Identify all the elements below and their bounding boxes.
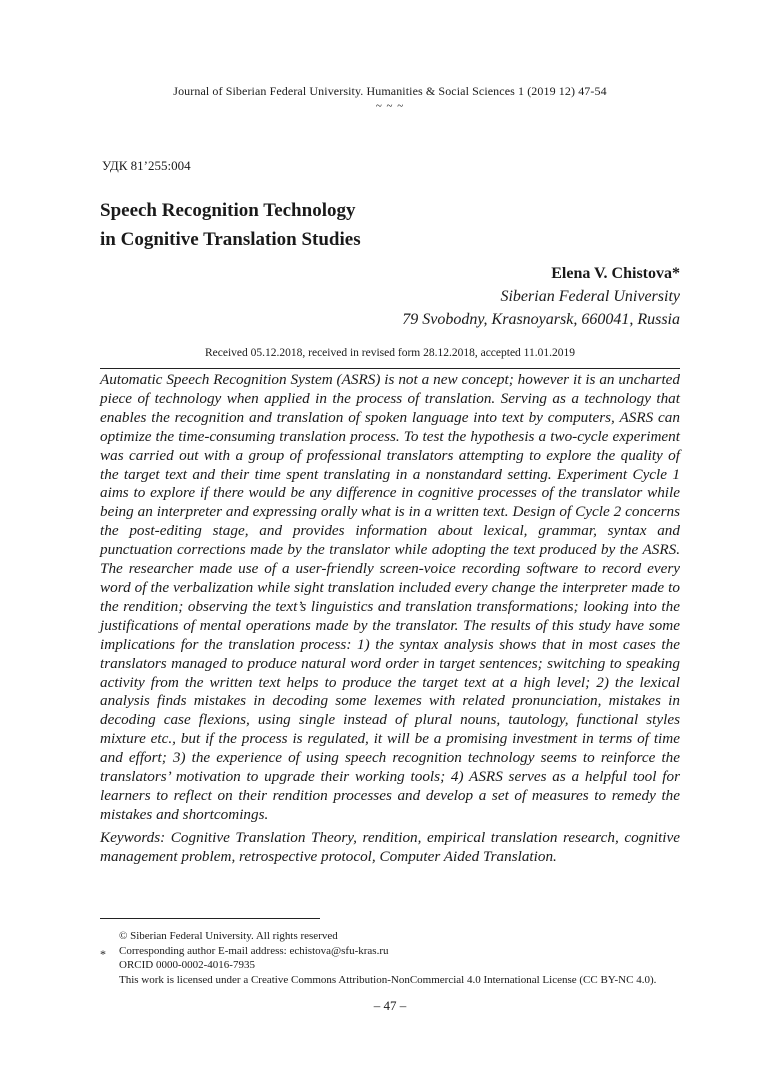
asterisk-mark: * xyxy=(100,946,106,961)
license-note: This work is licensed under a Creative Commons Attribution-NonCommercial 4.0 International License (CC BY-NC 4.0). xyxy=(119,973,657,986)
abstract-divider xyxy=(100,368,680,369)
received-dates: Received 05.12.2018, received in revised form 28.12.2018, accepted 11.01.2019 xyxy=(204,347,576,359)
article-title xyxy=(100,196,660,254)
udk-code: УДК 81’255:004 xyxy=(102,158,191,173)
title-line-1: Speech Recognition Technology xyxy=(100,200,356,221)
footnote-divider xyxy=(100,918,320,919)
keywords: Keywords: Cognitive Translation Theory, rendition, empirical translation research, cognitive management problem, retrospective protocol, Computer Aided Translation. xyxy=(100,829,680,865)
header-ornament: ~ ~ ~ xyxy=(375,100,405,112)
author-affiliation: Siberian Federal University xyxy=(500,288,680,305)
orcid-note: ORCID 0000-0002-4016-7935 xyxy=(119,959,255,971)
journal-header: Journal of Siberian Federal University. Humanities & Social Sciences 1 (2019 12) 47-54 xyxy=(173,84,607,98)
author-block xyxy=(180,262,680,331)
title-line-2: in Cognitive Translation Studies xyxy=(100,229,361,250)
corresponding-note: * Corresponding author E-mail address: echistova@sfu-kras.ru xyxy=(100,944,389,961)
abstract: Automatic Speech Recognition System (ASRS) is not a new concept; however it is an uncharted piece of technology when applied in the process of translation. Serving as a technology that enables the recognition and translation of spoken language into text by computers, ASRS can optimize the time-consuming translation process. To test the hypothesis a two-cycle experiment was carried out with a group of professional translators attempting to explore the quality of the target text and their time spent translating in a nonstandard setting. Experiment Cycle 1 aims to explore if there would be any difference in cognitive processes of the translator while being an interpreter and expressing orally what is in a written text. Design of Cycle 2 concerns the post-editing stage, and provides information about lexical, grammar, syntax and punctuation corrections made by the translator while adopting the text produced by the ASRS. The researcher made use of a user-friendly screen-voice recording software to record every word of the verbalization while sight translation included every change the interpreter made to the rendition; observing the text’s linguistics and translation transformations; looking into the justifications of mental operations made by the translator. The results of this study have some implications for the translation process: 1) the syntax analysis shows that in most cases the translators managed to produce natural word order in target sentences; switching to speaking activity from the written text helps to produce the target text at a high level; 2) the lexical analysis finds mistakes in decoding some lexemes with related pronunciation, mistakes in decoding case flexions, using single instead of plural nouns, tautology, functional styles mixture etc., but if the process is regulated, it will be a promising investment in terms of time and effort; 3) the experience of using speech recognition technology seems to reinforce the translators’ motivation to upgrade their working tools; 4) ASRS serves as a helpful tool for learners to reflect on their rendition processes and develop a set of measures to remedy the mistakes and shortcomings. xyxy=(100,371,680,823)
author-name: Elena V. Chistova* xyxy=(551,265,680,282)
footnotes xyxy=(100,929,700,987)
author-address: 79 Svobodny, Krasnoyarsk, 660041, Russia xyxy=(402,311,680,328)
page-number: – 47 – xyxy=(373,998,407,1013)
copyright-note: © Siberian Federal University. All rights reserved xyxy=(119,930,338,942)
